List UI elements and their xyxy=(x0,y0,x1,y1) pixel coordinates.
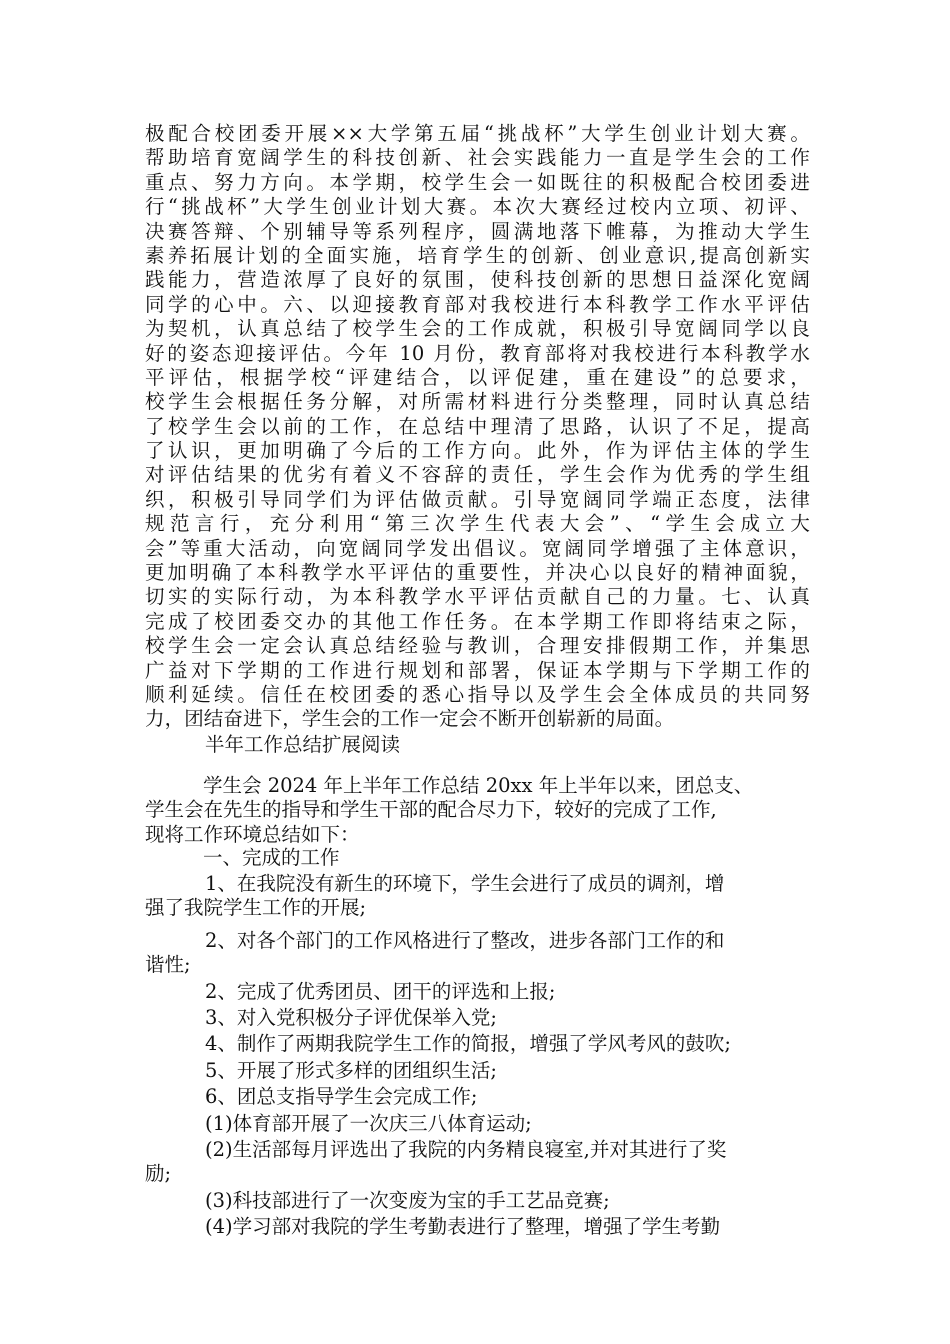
work-item xyxy=(145,1112,810,1136)
paragraph-line: 顺利延续。信任在校团委的悉心指导以及学生会全体成员的共同努 xyxy=(145,682,810,706)
section-title: 一、完成的工作 xyxy=(203,846,340,869)
work-item-line: 2、对各个部门的工作风格进行了整改，进步各部门工作的和 xyxy=(205,928,725,952)
paragraph-line: 帮助培育宽阔学生的科技创新、社会实践能力一直是学生会的工作 xyxy=(145,146,810,170)
work-item-line: (2)生活部每月评选出了我院的内务精良寝室,并对其进行了奖 xyxy=(205,1137,727,1161)
work-item xyxy=(145,980,810,1004)
work-item-continuation: 强了我院学生工作的开展; xyxy=(145,896,367,920)
section-title-block xyxy=(145,846,810,870)
paragraph-line: 好的姿态迎接评估。今年 10 月份，教育部将对我校进行本科教学水 xyxy=(145,341,810,365)
work-item xyxy=(145,1059,810,1083)
paragraph-line: 践能力，营造浓厚了良好的氛围，使科技创新的思想日益深化宽阔 xyxy=(145,268,810,292)
paragraph-line: 同学的心中。六、以迎接教育部对我校进行本科教学工作水平评估 xyxy=(145,292,810,316)
work-item-line: 6、团总支指导学生会完成工作; xyxy=(205,1085,478,1109)
paragraph-line: 平评估，根据学校“评建结合，以评促建，重在建设”的总要求， xyxy=(145,365,810,389)
work-item xyxy=(145,1215,810,1239)
work-item-line: 5、开展了形式多样的团组织生活; xyxy=(205,1058,497,1082)
extended-reading-block xyxy=(145,733,810,757)
paragraph-line: 校学生会根据任务分解，对所需材料进行分类整理，同时认真总结 xyxy=(145,390,810,414)
work-item xyxy=(145,929,810,978)
work-item-line: (1)体育部开展了一次庆三八体育运动; xyxy=(205,1111,532,1135)
work-item-line: (3)科技部进行了一次变废为宝的手工艺品竞赛; xyxy=(205,1188,610,1212)
items-list xyxy=(145,872,810,1241)
work-item-line: (4)学习部对我院的学生考勤表进行了整理，增强了学生考勤 xyxy=(205,1215,721,1239)
paragraph-line: 力，团结奋进下，学生会的工作一定会不断开创崭新的局面。 xyxy=(145,707,675,731)
intro-line: 学生会 2024 年上半年工作总结 20xx 年上半年以来，团总支、 xyxy=(203,774,754,797)
paragraph-line: 校学生会一定会认真总结经验与教训，合理安排假期工作，并集思 xyxy=(145,634,810,658)
work-item xyxy=(145,872,810,921)
paragraph-line: 了校学生会以前的工作，在总结中理清了思路，认识了不足，提高 xyxy=(145,414,810,438)
work-item-line: 2、完成了优秀团员、团干的评选和上报; xyxy=(205,979,556,1003)
work-item xyxy=(145,1138,810,1187)
paragraph-line: 重点、努力方向。本学期，校学生会一如既往的积极配合校团委进 xyxy=(145,170,810,194)
extended-reading-heading: 半年工作总结扩展阅读 xyxy=(205,733,401,756)
work-item xyxy=(145,1085,810,1109)
work-item-line: 3、对入党积极分子评优保举入党; xyxy=(205,1005,497,1029)
paragraph-line: 了认识，更加明确了今后的工作方向。此外，作为评估主体的学生 xyxy=(145,439,810,463)
paragraph-line: 为契机，认真总结了校学生会的工作成就，积极引导宽阔同学以良 xyxy=(145,317,810,341)
paragraph-line: 规范言行，充分利用“第三次学生代表大会”、“学生会成立大 xyxy=(145,512,810,536)
work-item xyxy=(145,1006,810,1030)
work-item-continuation: 励; xyxy=(145,1162,172,1186)
work-item-line: 4、制作了两期我院学生工作的简报，增强了学风考风的鼓吹; xyxy=(205,1032,731,1056)
paragraph-line: 切实的实际行动，为本科教学水平评估贡献自己的力量。七、认真 xyxy=(145,585,810,609)
work-item-line: 1、在我院没有新生的环境下，学生会进行了成员的调剂，增 xyxy=(205,872,725,895)
work-item xyxy=(145,1032,810,1056)
intro-block xyxy=(145,774,810,847)
paragraph-line: 会”等重大活动，向宽阔同学发出倡议。宽阔同学增强了主体意识， xyxy=(145,536,810,560)
paragraph-line: 对评估结果的优劣有着义不容辞的责任，学生会作为优秀的学生组 xyxy=(145,463,810,487)
work-item xyxy=(145,1189,810,1213)
paragraph-line: 织，积极引导同学们为评估做贡献。引导宽阔同学端正态度，法律 xyxy=(145,487,810,511)
paragraph-line: 决赛答辩、个别辅导等系列程序，圆满地落下帷幕，为推动大学生 xyxy=(145,219,810,243)
paragraph-line: 极配合校团委开展××大学第五届“挑战杯”大学生创业计划大赛。 xyxy=(145,122,810,145)
intro-line: 学生会在先生的指导和学生干部的配合尽力下，较好的完成了工作, xyxy=(145,798,717,822)
work-item-continuation: 谐性; xyxy=(145,953,191,977)
body-paragraph xyxy=(145,122,810,732)
paragraph-line: 完成了校团委交办的其他工作任务。在本学期工作即将结束之际， xyxy=(145,609,810,633)
paragraph-line: 更加明确了本科教学水平评估的重要性，并决心以良好的精神面貌， xyxy=(145,561,810,585)
paragraph-line: 素养拓展计划的全面实施，培育学生的创新、创业意识,提高创新实 xyxy=(145,243,810,267)
intro-line: 现将工作环境总结如下： xyxy=(145,822,360,846)
paragraph-line: 行“挑战杯”大学生创业计划大赛。本次大赛经过校内立项、初评、 xyxy=(145,195,810,219)
paragraph-line: 广益对下学期的工作进行规划和部署，保证本学期与下学期工作的 xyxy=(145,658,810,682)
